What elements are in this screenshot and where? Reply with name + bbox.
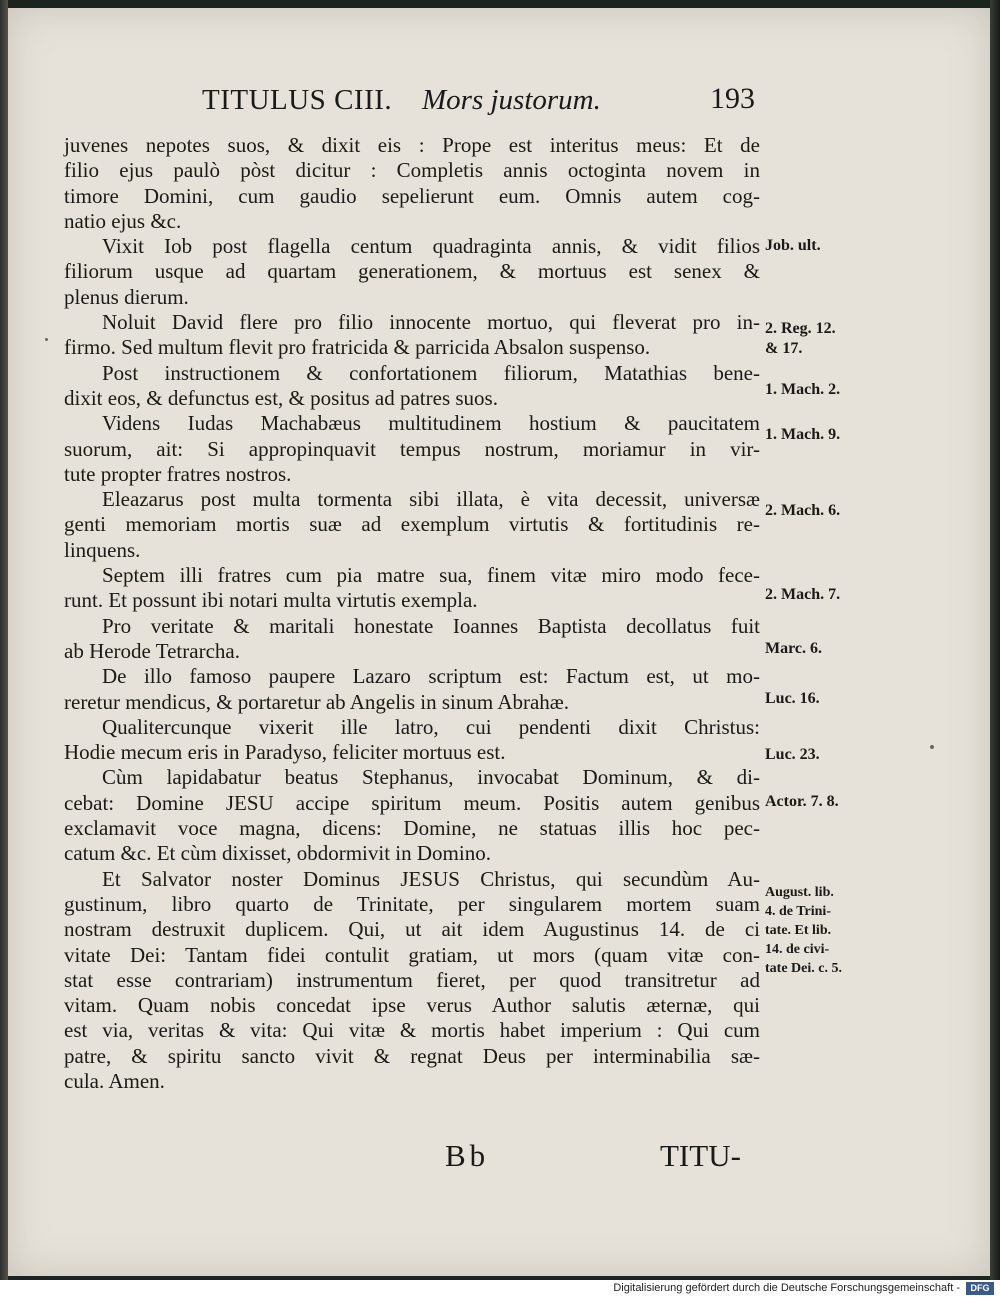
text-line: filiorum usque ad quartam generationem, & mortuus est senex &	[64, 259, 760, 284]
text-line: filio ejus paulò pòst dicitur : Completis annis octoginta novem in	[64, 158, 760, 183]
marginal-note: Luc. 16.	[765, 690, 820, 707]
running-title: TITULUS CIII.	[202, 84, 393, 116]
text-line: genti memoriam mortis suæ ad exemplum virtutis & fortitudinis re-	[64, 512, 760, 537]
text-line: tute propter fratres nostros.	[64, 461, 292, 486]
running-subtitle: Mors justorum.	[422, 84, 601, 116]
text-line: Septem illi fratres cum pia matre sua, finem vitæ miro modo fece-	[102, 563, 760, 588]
marginal-note: tate. Et lib.	[765, 923, 832, 938]
digitization-footer	[0, 1280, 1000, 1298]
marginal-note: 1. Mach. 9.	[765, 426, 841, 443]
paper-speck	[930, 745, 934, 749]
text-line: cebat: Domine JESU accipe spiritum meum. Positis autem genibus	[64, 790, 760, 815]
text-line: nostram destruxit duplicem. Qui, ut ait idem Augustinus 14. de ci	[64, 917, 760, 942]
text-line: stat esse contrariam) instrumentum fieret, per quod transitretur ad	[64, 967, 760, 992]
marginal-note: tate Dei. c. 5.	[765, 961, 842, 976]
paper-speck	[45, 338, 48, 341]
text-line: dixit eos, & defunctus est, & positus ad patres suos.	[64, 385, 498, 410]
text-line: juvenes nepotes suos, & dixit eis : Prope est interitus meus: Et de	[64, 133, 760, 157]
book-edge-left	[0, 0, 8, 1280]
catchword: TITU-	[660, 1138, 741, 1173]
text-line: De illo famoso paupere Lazaro scriptum est: Factum est, ut mo-	[102, 664, 760, 689]
text-line: Hodie mecum eris in Paradyso, feliciter mortuus est.	[64, 740, 506, 765]
marginal-note: Marc. 6.	[765, 640, 823, 657]
page-number: 193	[710, 82, 755, 115]
page-header	[200, 80, 760, 120]
text-line: vitate Dei: Tantam fidei contulit gratiam, ut mors (quam vitæ con-	[64, 942, 760, 967]
text-line: natio ejus &c.	[64, 208, 182, 233]
text-line: reretur mendicus, & portaretur ab Angelis in sinum Abrahæ.	[64, 689, 570, 714]
text-line: plenus dierum.	[64, 284, 189, 309]
text-line: suorum, ait: Si appropinquavit tempus nostrum, moriamur in vir-	[64, 436, 760, 461]
text-line: exclamavit voce magna, dicens: Domine, ne statuas illis hoc pec-	[64, 816, 760, 841]
text-line: Cùm lapidabatur beatus Stephanus, invocabat Dominum, & di-	[102, 765, 760, 790]
marginal-note: 2. Mach. 6.	[765, 502, 841, 519]
text-line: vitam. Quam nobis concedat ipse verus Author salutis æternæ, qui	[64, 993, 760, 1018]
text-line: linquens.	[64, 537, 141, 562]
text-line: Videns Iudas Machabæus multitudinem hostium & paucitatem	[102, 411, 760, 436]
text-line: ab Herode Tetrarcha.	[64, 638, 240, 663]
marginal-note: Actor. 7. 8.	[765, 793, 839, 810]
marginal-note: 2. Reg. 12.	[765, 320, 836, 337]
text-line: Post instructionem & confortationem filiorum, Matathias bene-	[102, 360, 760, 385]
text-line: est via, veritas & vita: Qui vitæ & mortis habet imperium : Qui cum	[64, 1018, 760, 1043]
main-text	[64, 133, 760, 1094]
marginal-note: 2. Mach. 7.	[765, 586, 841, 603]
text-line: gustinum, libro quarto de Trinitate, per singularem mortem suam	[64, 891, 760, 916]
text-line: runt. Et possunt ibi notari multa virtutis exempla.	[64, 588, 478, 613]
marginal-note: Luc. 23.	[765, 746, 820, 763]
text-line: catum &c. Et cùm dixisset, obdormivit in Domino.	[64, 841, 491, 866]
text-line: Et Salvator noster Dominus JESUS Christus, qui secundùm Au-	[102, 866, 760, 891]
marginal-note: August. lib.	[765, 885, 834, 900]
text-line: Qualitercunque vixerit ille latro, cui pendenti dixit Christus:	[102, 714, 760, 739]
marginal-note: 14. de civi-	[765, 942, 830, 957]
text-line: Vixit Iob post flagella centum quadraginta annis, & vidit filios	[102, 234, 760, 259]
marginal-note: 1. Mach. 2.	[765, 381, 841, 398]
marginal-note: 4. de Trini-	[765, 904, 831, 919]
text-line: patre, & spiritu sancto vivit & regnat Deus per interminabilia sæ-	[64, 1043, 760, 1068]
text-line: Noluit David flere pro filio innocente mortuo, qui fleverat pro in-	[102, 310, 760, 335]
text-line: Pro veritate & maritali honestate Ioannes Baptista decollatus fuit	[102, 613, 760, 638]
text-line: firmo. Sed multum flevit pro fratricida & parricida Absalon suspenso.	[64, 335, 651, 360]
marginal-note: Job. ult.	[765, 237, 821, 254]
text-line: Eleazarus post multa tormenta sibi illata, è vita decessit, universæ	[102, 487, 760, 512]
book-edge-right	[990, 0, 1000, 1280]
signature-mark: Bb	[445, 1138, 490, 1173]
text-line: timore Domini, cum gaudio sepelierunt eum. Omnis autem cog-	[64, 183, 760, 208]
marginal-note: & 17.	[765, 340, 803, 357]
funding-note: Digitalisierung gefördert durch die Deutsche Forschungsgemeinschaft -	[613, 1282, 960, 1294]
text-line: cula. Amen.	[64, 1068, 165, 1093]
dfg-logo: DFG	[966, 1282, 994, 1295]
